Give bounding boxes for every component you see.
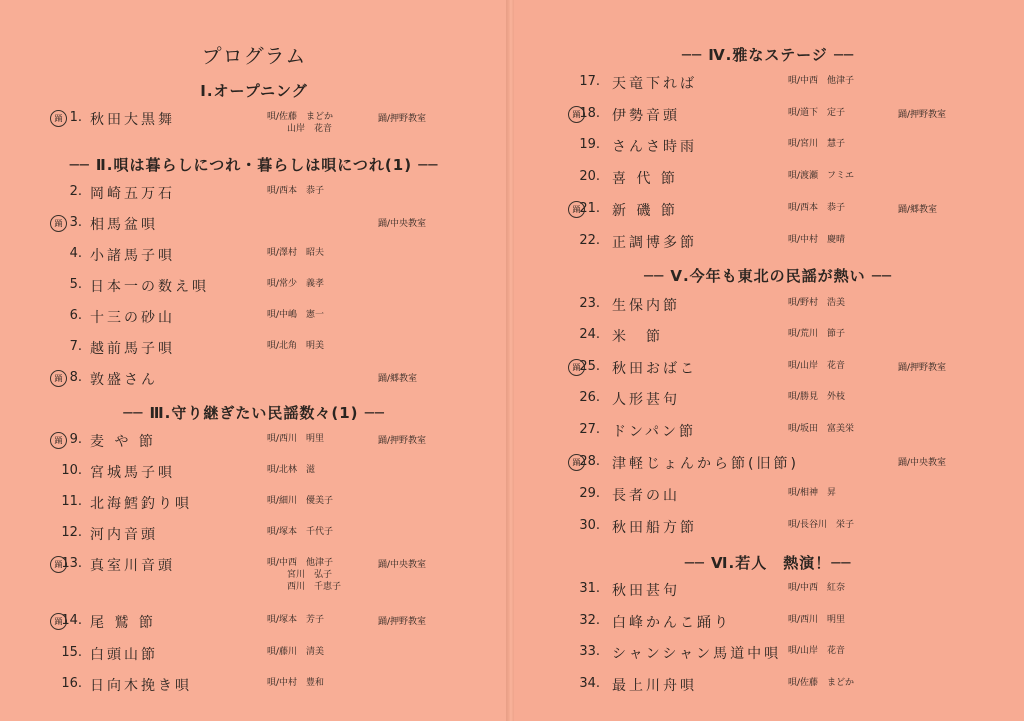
singer-name: 唄/常少 義孝 (267, 279, 325, 289)
item-number: 23. (579, 296, 600, 311)
program-item (0, 232, 1024, 252)
dance-badge-icon: 踊 (50, 432, 67, 449)
item-number: 15. (61, 645, 82, 660)
item-number: 18. (579, 106, 600, 121)
item-number: 24. (579, 327, 600, 342)
item-number: 22. (579, 233, 600, 248)
song-title: 米 節 (612, 329, 663, 345)
song-title: 麦 や 節 (90, 434, 156, 450)
section-heading: ── Ⅴ.今年も東北の民謡が熱い ── (644, 267, 892, 285)
singer-name: 唄/相神 昇 (788, 488, 837, 498)
item-number: 1. (69, 110, 82, 125)
singer-name: 唄/長谷川 栄子 (788, 520, 855, 530)
singer-name: 宮川 弘子 (287, 570, 333, 580)
item-number: 29. (579, 486, 600, 501)
singer-name: 唄/西本 恭子 (267, 186, 325, 196)
item-number: 17. (579, 74, 600, 89)
dance-badge-icon: 踊 (568, 106, 585, 123)
dance-badge-icon: 踊 (568, 201, 585, 218)
dance-group: 踊/中央教室 (378, 560, 427, 570)
song-title: 正調博多節 (612, 235, 697, 251)
song-title: 喜 代 節 (612, 171, 678, 187)
song-title: 新 磯 節 (612, 203, 678, 219)
song-title: 越前馬子唄 (90, 341, 175, 357)
dance-group: 踊/郷教室 (378, 374, 418, 384)
program-item (0, 421, 1024, 441)
program-item (0, 136, 1024, 156)
item-number: 9. (69, 432, 82, 447)
program-item (0, 168, 1024, 188)
program-item (0, 295, 1024, 315)
song-title: 日本一の数え唄 (90, 279, 209, 295)
program-item (0, 358, 1024, 378)
dance-group: 踊/押野教室 (898, 110, 947, 120)
song-title: 日向木挽き唄 (90, 678, 192, 694)
singer-name: 唄/澤村 昭夫 (267, 248, 325, 258)
song-title: 相馬盆唄 (90, 217, 158, 233)
singer-name: 唄/細川 優美子 (267, 496, 334, 506)
item-number: 32. (579, 613, 600, 628)
item-number: 19. (579, 137, 600, 152)
singer-name: 唄/北林 滋 (267, 465, 316, 475)
song-title: 河内音頭 (90, 527, 158, 543)
singer-name: 唄/佐藤 まどか (267, 112, 334, 122)
singer-name: 唄/坂田 富美栄 (788, 424, 855, 434)
item-number: 31. (579, 581, 600, 596)
item-number: 20. (579, 169, 600, 184)
song-title: 天竜下れば (612, 76, 697, 92)
singer-name: 唄/宮川 慧子 (788, 139, 846, 149)
dance-badge-icon: 踊 (568, 454, 585, 471)
item-number: 8. (69, 370, 82, 385)
singer-name: 唄/北角 明美 (267, 341, 325, 351)
program-item (0, 675, 1024, 695)
song-title: 人形甚句 (612, 392, 680, 408)
song-title: 伊勢音頭 (612, 108, 680, 124)
item-number: 33. (579, 644, 600, 659)
song-title: 白峰かんこ踊り (612, 615, 731, 631)
section-heading: ── Ⅳ.雅なステージ ── (681, 46, 855, 64)
item-number: 25. (579, 359, 600, 374)
page-title: プログラム (201, 44, 307, 68)
section-heading: ── Ⅱ.唄は暮らしにつれ・暮らしは唄につれ(1) ── (69, 156, 439, 174)
program-item (0, 73, 1024, 93)
singer-name: 唄/道下 定子 (788, 108, 846, 118)
singer-name: 唄/山岸 花音 (788, 646, 846, 656)
dance-group: 踊/押野教室 (378, 617, 427, 627)
singer-name: 唄/中西 紅奈 (788, 583, 846, 593)
program-item (0, 389, 1024, 409)
item-number: 28. (579, 454, 600, 469)
song-title: 敦盛さん (90, 372, 158, 388)
song-title: 津軽じょんから節(旧節) (612, 456, 799, 472)
singer-name: 唄/西川 明里 (788, 615, 846, 625)
section-heading: ── Ⅲ.守り継ぎたい民謡数々(1) ── (123, 404, 385, 422)
item-number: 14. (61, 613, 82, 628)
program-item (0, 326, 1024, 346)
song-title: 北海鱈釣り唄 (90, 496, 192, 512)
song-title: シャンシャン馬道中唄 (612, 646, 782, 662)
singer-name: 唄/山岸 花音 (788, 361, 846, 371)
dance-badge-icon: 踊 (50, 613, 67, 630)
song-title: 岡崎五万石 (90, 186, 175, 202)
item-number: 4. (69, 246, 82, 261)
item-number: 27. (579, 422, 600, 437)
song-title: さんさ時雨 (612, 139, 697, 155)
singer-name: 唄/中西 他津子 (267, 558, 334, 568)
song-title: 秋田大黒舞 (90, 112, 175, 128)
dance-badge-icon: 踊 (50, 215, 67, 232)
dance-group: 踊/中央教室 (898, 458, 947, 468)
program-item (0, 580, 1024, 600)
singer-name: 唄/西本 恭子 (788, 203, 846, 213)
song-title: 秋田おばこ (612, 361, 697, 377)
dance-group: 踊/押野教室 (898, 363, 947, 373)
program-item (0, 453, 1024, 473)
singer-name: 唄/野村 浩美 (788, 298, 846, 308)
singer-name: 唄/佐藤 まどか (788, 678, 855, 688)
dance-badge-icon: 踊 (50, 556, 67, 573)
singer-name: 唄/荒川 節子 (788, 329, 846, 339)
dance-group: 踊/押野教室 (378, 436, 427, 446)
item-number: 11. (61, 494, 82, 509)
item-number: 30. (579, 518, 600, 533)
item-number: 13. (61, 556, 82, 571)
section-heading: Ⅰ.オープニング (200, 82, 308, 100)
item-number: 16. (61, 676, 82, 691)
program-item (0, 643, 1024, 663)
program-item (0, 200, 1024, 220)
program-item (0, 105, 1024, 125)
singer-name: 唄/中村 豊和 (267, 678, 325, 688)
program-item (0, 485, 1024, 505)
dance-group: 踊/中央教室 (378, 219, 427, 229)
dance-group: 踊/押野教室 (378, 114, 427, 124)
singer-name: 唄/塚本 芳子 (267, 615, 325, 625)
item-number: 3. (69, 215, 82, 230)
item-number: 6. (69, 308, 82, 323)
item-number: 7. (69, 339, 82, 354)
singer-name: 西川 千恵子 (287, 582, 342, 592)
program-item (0, 517, 1024, 537)
item-number: 26. (579, 390, 600, 405)
singer-name: 唄/勝見 外枝 (788, 392, 846, 402)
item-number: 12. (61, 525, 82, 540)
item-number: 10. (61, 463, 82, 478)
singer-name: 唄/中嶋 憲一 (267, 310, 325, 320)
singer-name: 唄/中西 他津子 (788, 76, 855, 86)
program-item (0, 612, 1024, 632)
dance-badge-icon: 踊 (50, 370, 67, 387)
song-title: 最上川舟唄 (612, 678, 697, 694)
dance-group: 踊/郷教室 (898, 205, 938, 215)
song-title: 小諸馬子唄 (90, 248, 175, 264)
song-title: 十三の砂山 (90, 310, 175, 326)
song-title: 宮城馬子唄 (90, 465, 175, 481)
song-title: ドンパン節 (612, 424, 697, 440)
song-title: 秋田船方節 (612, 520, 697, 536)
singer-name: 唄/中村 慶晴 (788, 235, 846, 245)
song-title: 長者の山 (612, 488, 680, 504)
item-number: 2. (69, 184, 82, 199)
singer-name: 唄/渡瀬 フミエ (788, 171, 855, 181)
singer-name: 山岸 花音 (287, 124, 333, 134)
song-title: 真室川音頭 (90, 558, 175, 574)
dance-badge-icon: 踊 (50, 110, 67, 127)
item-number: 5. (69, 277, 82, 292)
song-title: 秋田甚句 (612, 583, 680, 599)
song-title: 白頭山節 (90, 647, 158, 663)
item-number: 21. (579, 201, 600, 216)
dance-badge-icon: 踊 (568, 359, 585, 376)
section-heading: ── Ⅵ.若人 熱演！── (684, 554, 852, 572)
singer-name: 唄/藤川 清美 (267, 647, 325, 657)
song-title: 尾 鷲 節 (90, 615, 156, 631)
singer-name: 唄/塚本 千代子 (267, 527, 334, 537)
song-title: 生保内節 (612, 298, 680, 314)
singer-name: 唄/西川 明里 (267, 434, 325, 444)
item-number: 34. (579, 676, 600, 691)
